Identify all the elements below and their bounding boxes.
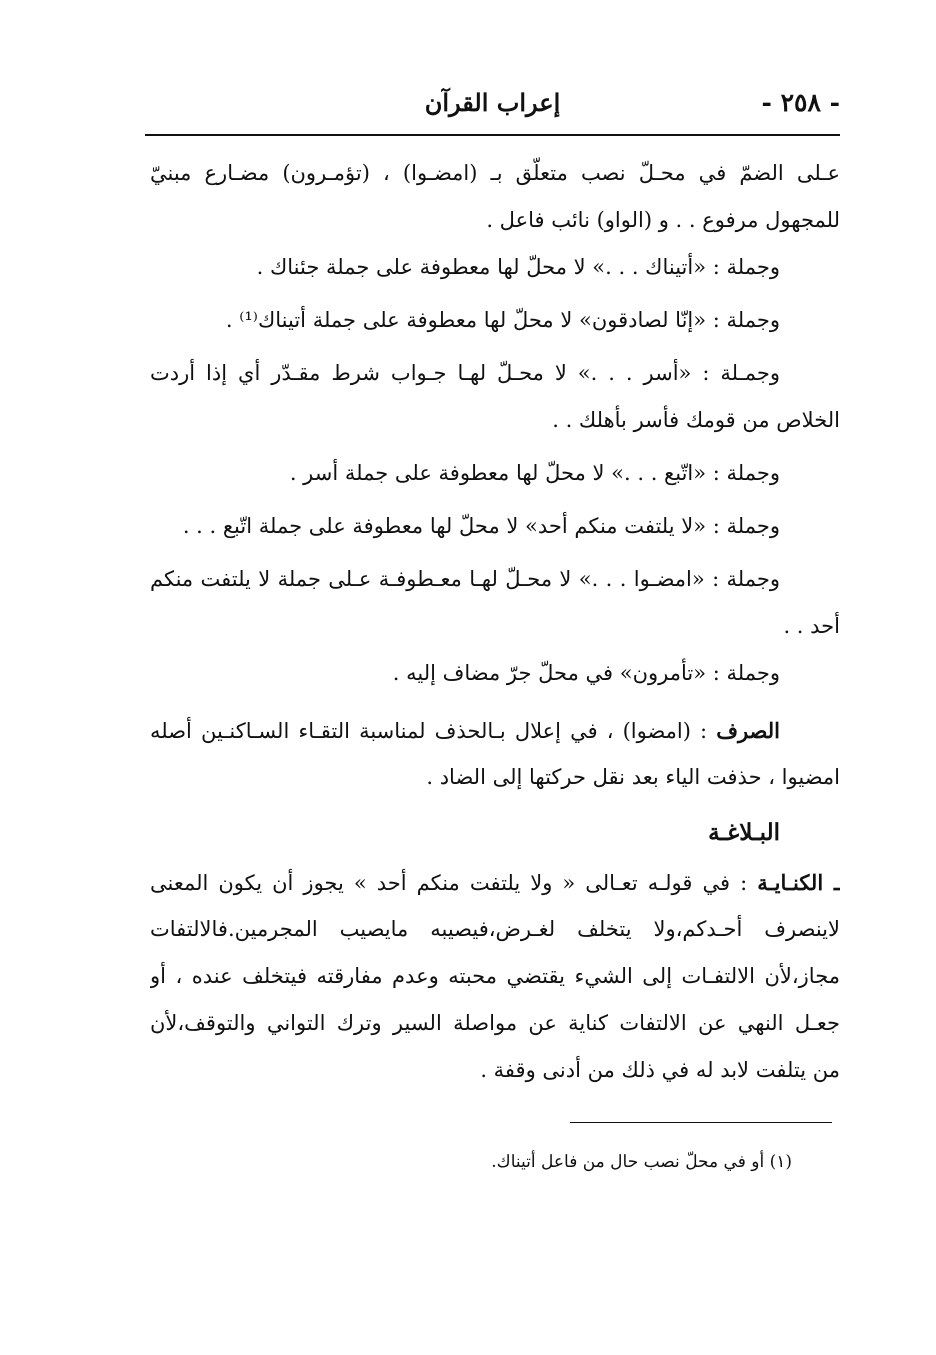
- sarf-label: الصرف: [716, 718, 780, 743]
- kinaya-line-3: مجاز،لأن الالتفـات إلى الشيء يقتضي محبته وعدم مفارقته فيتخلف عنده ، أو: [150, 964, 840, 988]
- kinaya-line-2: لاينصرف أحـدكم،ولا يتخلف لغـرض،فيصيبه مايصيب المجرمين.فالالتفات: [150, 917, 840, 941]
- text-line: للمجهول مرفوع . . و (الواو) نائب فاعل .: [486, 208, 840, 232]
- text-line: عـلى الضمّ في محـلّ نصب متعلّق بـ (امضـوا) ، (تؤمـرون) مضـارع مبنيّ: [150, 161, 840, 185]
- text-line: وجملة : «أتيناك . . .» لا محلّ لها معطوفة على جملة جئناك .: [256, 255, 780, 279]
- text-line: وجمـلة : «أسر . . .» لا محـلّ لهـا جـواب شرط مقـدّر أي إذا أردت: [150, 361, 780, 385]
- section-heading-balagha: البـلاغـة: [708, 819, 780, 846]
- page-body: [150, 150, 840, 1094]
- header-rule: [145, 134, 840, 136]
- kinaya-line-4: جعـل النهي عن الالتفات كناية عن مواصلة السير وترك التواني والتوقف،لأن: [150, 1011, 840, 1035]
- kinaya-line-5: من يتلفت لابد له في ذلك من أدنى وقفة .: [480, 1058, 840, 1082]
- kinaya-label: ـ الكنـايـة: [757, 870, 840, 895]
- text-line: وجملة : «اتّبع . . .» لا محلّ لها معطوفة على جملة أسر .: [289, 461, 780, 485]
- kinaya-line: [150, 859, 840, 906]
- text-line: أحد . .: [783, 614, 840, 638]
- text-line: وجملة : «تأمرون» في محلّ جرّ مضاف إليه .: [392, 661, 780, 685]
- text-line: وجملة : «امضـوا . . .» لا محـلّ لهـا معـطوفـة عـلى جملة لا يلتفت منكم: [150, 567, 780, 591]
- footnote-rule: [570, 1122, 832, 1123]
- sarf-text: : (امضوا) ، في إعلال بـالحذف لمناسبة التقـاء السـاكنـين أصله: [150, 719, 708, 743]
- text-line: وجملة : «إنّا لصادقون» لا محلّ لها معطوفة على جملة أتيناك⁽¹⁾ .: [225, 308, 780, 332]
- page-header: [145, 86, 840, 130]
- footnote: (١) أو في محلّ نصب حال من فاعل أتيناك.: [491, 1152, 792, 1172]
- running-title: إعراب القرآن: [424, 88, 561, 117]
- kinaya-text: : في قولـه تعـالى « ولا يلتفت منكم أحد » يجوز أن يكون المعنى: [150, 871, 748, 895]
- sarf-line: [150, 707, 840, 754]
- text-line: وجملة : «لا يلتفت منكم أحد» لا محلّ لها معطوفة على جملة اتّبع . . .: [182, 514, 780, 538]
- text-line: الخلاص من قومك فأسر بأهلك . .: [552, 408, 840, 432]
- sarf-line-2: امضيوا ، حذفت الياء بعد نقل حركتها إلى الضاد .: [426, 765, 840, 789]
- page-number: - ٢٥٨ -: [761, 88, 840, 117]
